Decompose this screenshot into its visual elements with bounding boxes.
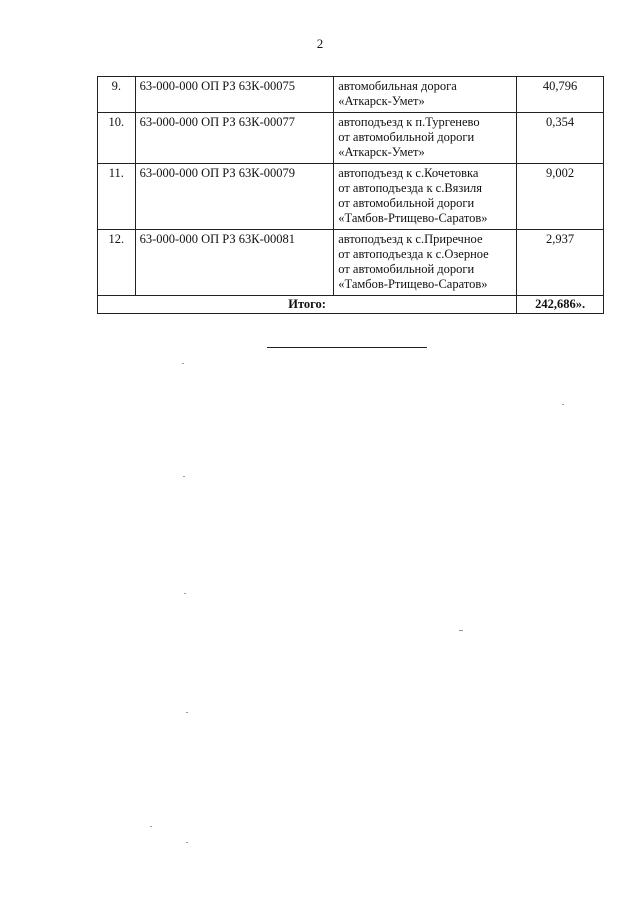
road-name-line: от автомобильной дороги [338, 262, 475, 276]
row-number: 10. [98, 113, 136, 164]
road-id: 63-000-000 ОП РЗ 63К-00075 [135, 77, 334, 113]
road-name-line: автоподъезд к с.Кочетовка [338, 166, 479, 180]
road-length: 40,796 [517, 77, 604, 113]
scan-speck [186, 842, 188, 843]
road-name-line: автомобильная дорога [338, 79, 457, 93]
road-name-line: от автомобильной дороги [338, 196, 475, 210]
scan-speck [184, 593, 186, 594]
table-row [98, 113, 604, 164]
roads-table [97, 76, 604, 314]
road-name-line: «Тамбов-Ртищево-Саратов» [338, 277, 488, 291]
road-id: 63-000-000 ОП РЗ 63К-00079 [135, 164, 334, 230]
road-name-line: от автомобильной дороги [338, 130, 475, 144]
road-name-line: «Аткарск-Умет» [338, 94, 425, 108]
road-name-line: автоподъезд к с.Приречное [338, 232, 483, 246]
end-divider-line [267, 347, 427, 348]
road-name-line: от автоподъезда к с.Вязиля [338, 181, 483, 195]
road-length: 0,354 [517, 113, 604, 164]
scan-speck [183, 476, 185, 477]
scan-speck [150, 826, 152, 827]
table-row [98, 230, 604, 296]
road-name-line: «Аткарск-Умет» [338, 145, 425, 159]
scan-speck [459, 630, 463, 631]
scan-speck [186, 712, 188, 713]
total-value: 242,686». [517, 296, 604, 314]
road-name [334, 164, 517, 230]
total-label: Итого: [98, 296, 517, 314]
road-id: 63-000-000 ОП РЗ 63К-00081 [135, 230, 334, 296]
row-number: 12. [98, 230, 136, 296]
road-name [334, 230, 517, 296]
row-number: 11. [98, 164, 136, 230]
road-name [334, 77, 517, 113]
road-name [334, 113, 517, 164]
table-row [98, 77, 604, 113]
road-name-line: «Тамбов-Ртищево-Саратов» [338, 211, 488, 225]
row-number: 9. [98, 77, 136, 113]
scan-speck [182, 363, 184, 364]
table-row [98, 164, 604, 230]
road-id: 63-000-000 ОП РЗ 63К-00077 [135, 113, 334, 164]
total-row [98, 296, 604, 314]
road-name-line: от автоподъезда к с.Озерное [338, 247, 489, 261]
scan-speck [562, 404, 564, 405]
road-length: 9,002 [517, 164, 604, 230]
page-number: 2 [316, 36, 324, 51]
road-length: 2,937 [517, 230, 604, 296]
road-name-line: автоподъезд к п.Тургенево [338, 115, 480, 129]
